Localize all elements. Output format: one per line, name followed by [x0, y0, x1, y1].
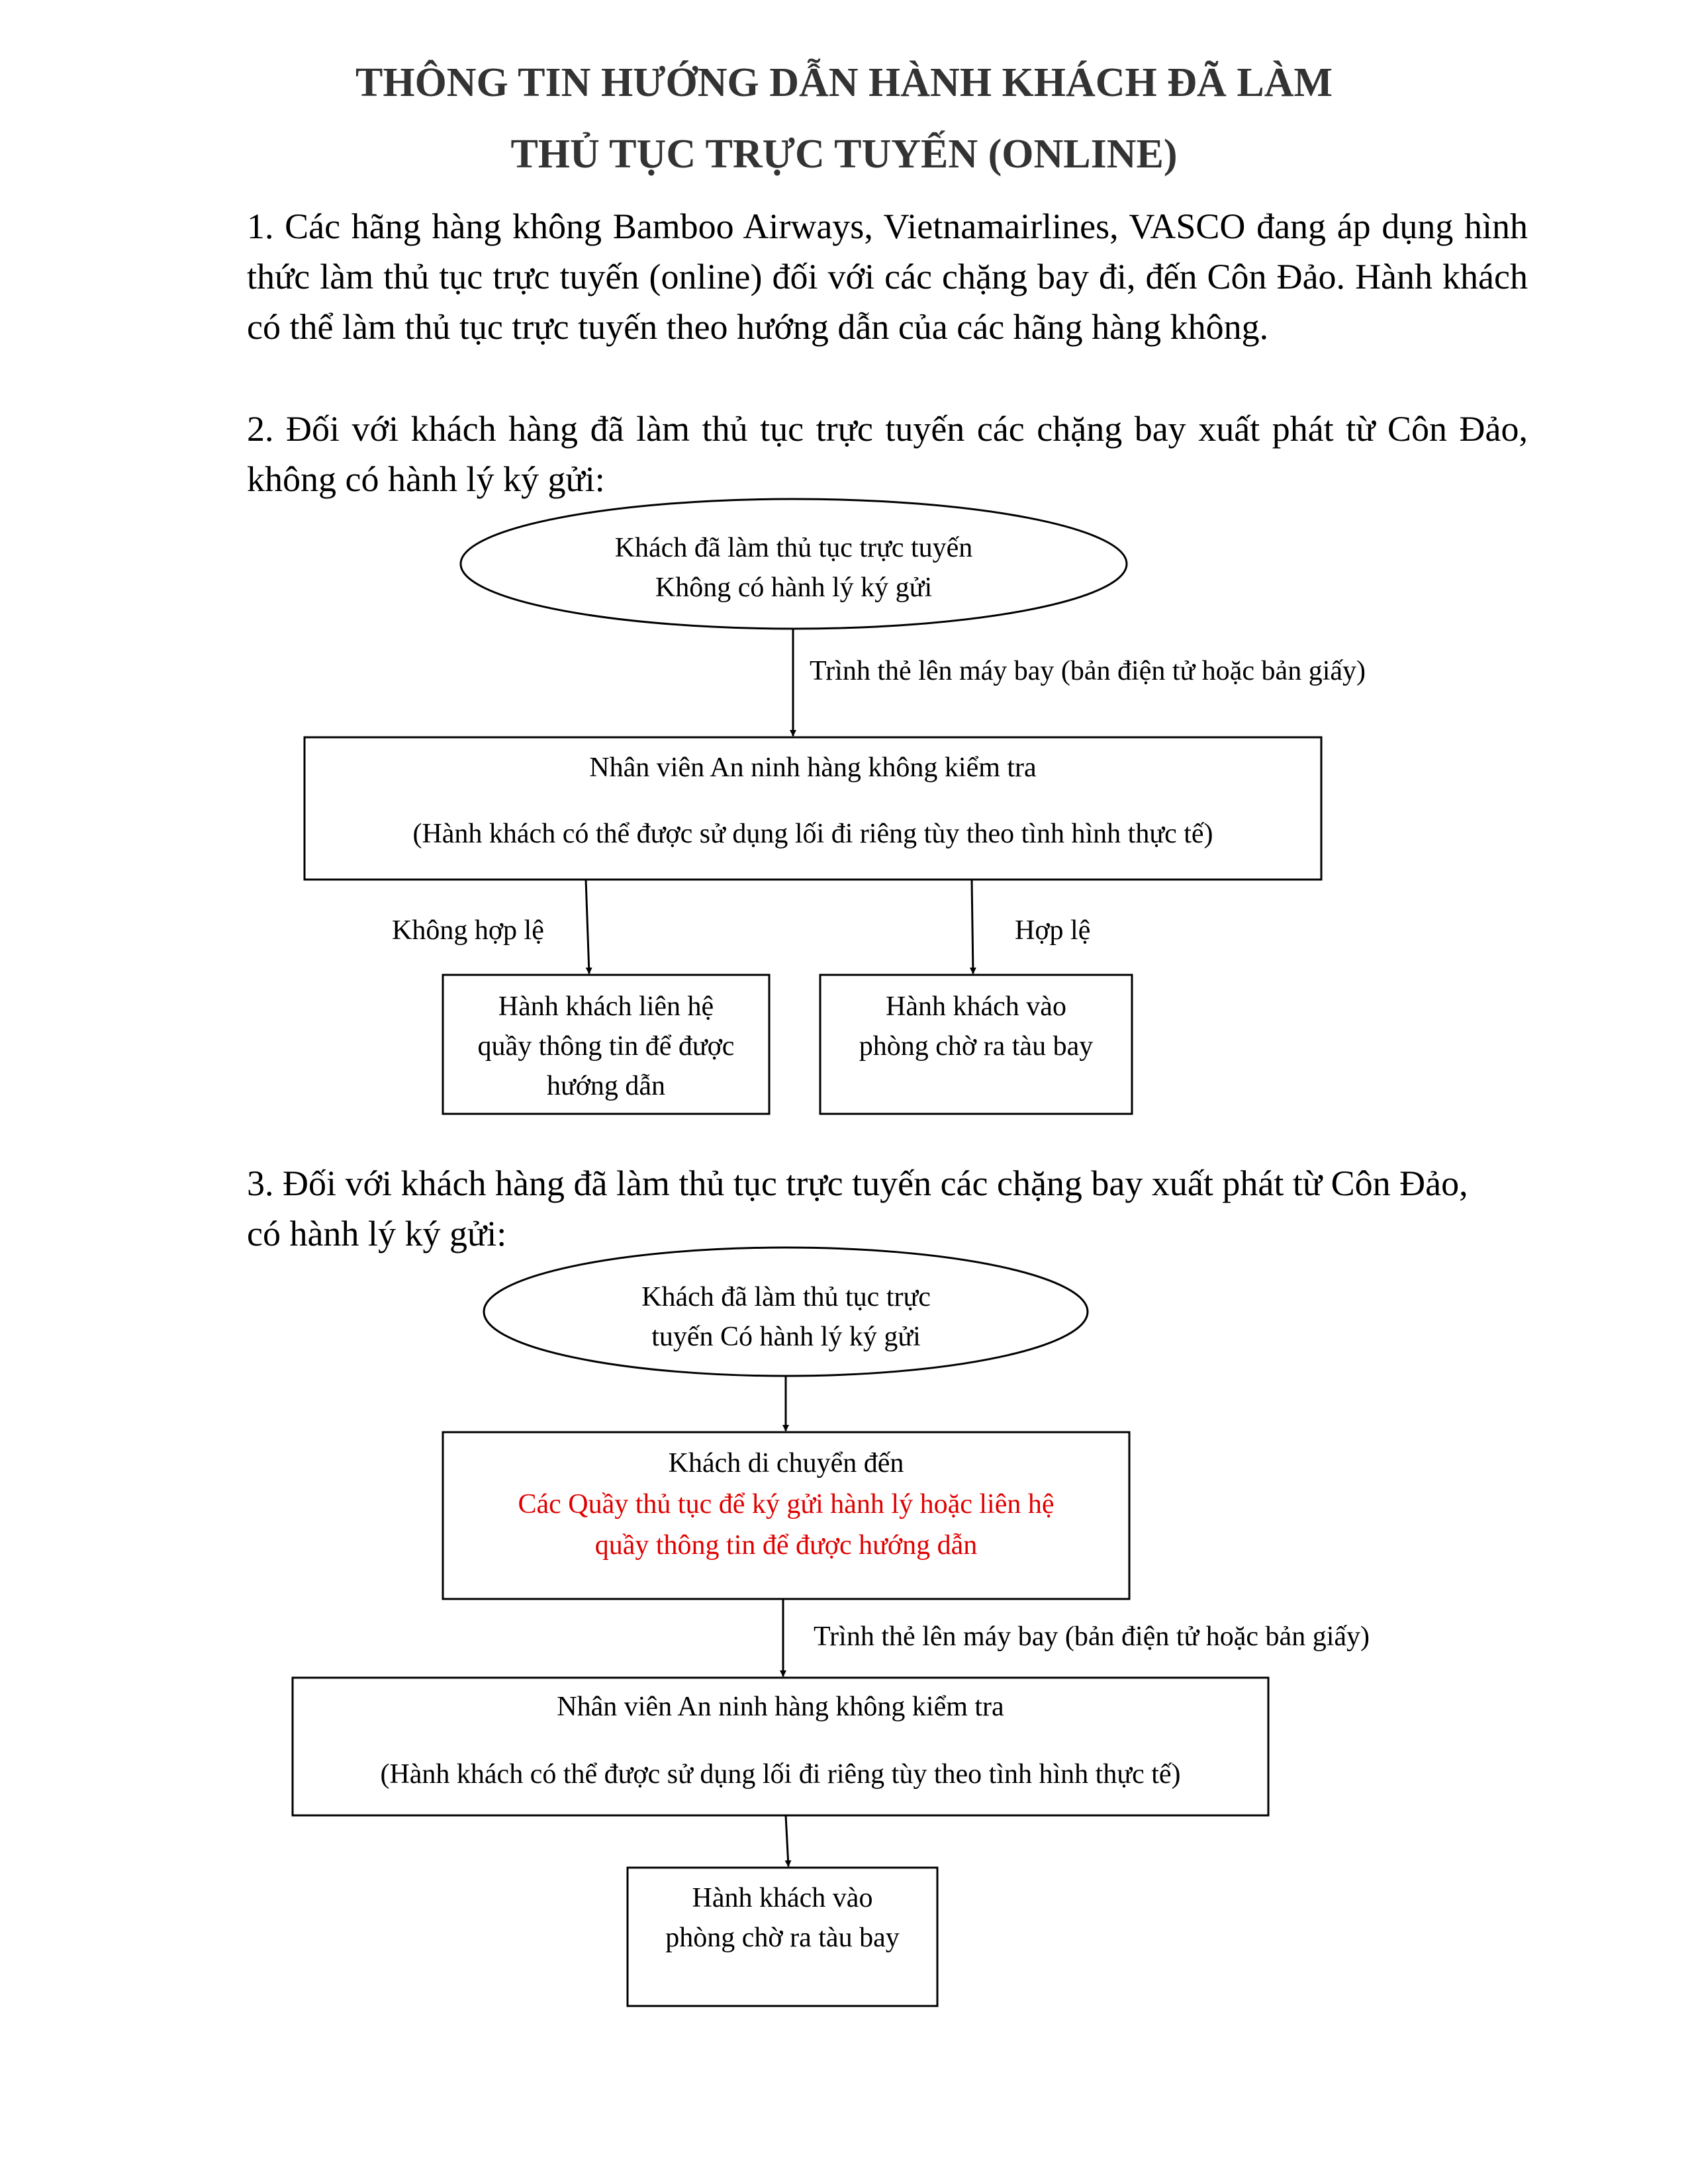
- flow2-security-line2: (Hành khách có thể được sử dụng lối đi riêng tùy theo tình hình thực tế): [380, 1759, 1181, 1790]
- flow2-start-line2: tuyến Có hành lý ký gửi: [651, 1322, 921, 1352]
- arrow: [786, 1815, 788, 1866]
- flow2-security-line1: Nhân viên An ninh hàng không kiểm tra: [557, 1692, 1004, 1722]
- flow2-end-line2: phòng chờ ra tàu bay: [665, 1923, 900, 1953]
- page-title-line2: THỦ TỤC TRỰC TUYẾN (ONLINE): [510, 132, 1178, 177]
- flow2-move-line2: Các Quầy thủ tục để ký gửi hành lý hoặc liên hệ: [518, 1489, 1055, 1520]
- section-1-text: 1. Các hãng hàng không Bamboo Airways, Vietnamairlines, VASCO đang áp dụng hình thức làm thủ tục trực tuyến (online) đối với các chặng bay đi, đến Côn Đảo. Hành khách có thể làm thủ tục trực tuyến theo hướng dẫn của các hãng hàng không.: [247, 206, 1528, 347]
- arrow: [972, 880, 973, 974]
- flow1-security-line1: Nhân viên An ninh hàng không kiểm tra: [589, 752, 1037, 783]
- section-3-text: 3. Đối với khách hàng đã làm thủ tục trực tuyến các chặng bay xuất phát từ Côn Đảo, có hành lý ký gửi:: [247, 1163, 1468, 1253]
- flow1-start-line2: Không có hành lý ký gửi: [655, 572, 933, 603]
- flow2-end-text: [628, 1878, 937, 1958]
- flow1-security-line2: (Hành khách có thể được sử dụng lối đi riêng tùy theo tình hình thực tế): [412, 819, 1213, 849]
- flow2-move-line3: quầy thông tin để được hướng dẫn: [594, 1530, 978, 1561]
- flow1-invalid-line3: hướng dẫn: [546, 1071, 666, 1101]
- arrow: [586, 880, 589, 974]
- flow1-invalid-line1: Hành khách liên hệ: [498, 991, 714, 1022]
- flow1-valid-line1: Hành khách vào: [886, 991, 1066, 1022]
- flow2-start-line1: Khách đã làm thủ tục trực: [641, 1282, 931, 1312]
- flow1-valid-line2: phòng chờ ra tàu bay: [859, 1031, 1094, 1062]
- flow1-valid-text: [820, 987, 1132, 1066]
- flow1-edge-valid-label: Hợp lệ: [1015, 915, 1091, 946]
- flow1-invalid-text: [443, 987, 769, 1106]
- page-title-line1: THÔNG TIN HƯỚNG DẪN HÀNH KHÁCH ĐÃ LÀM: [355, 60, 1333, 105]
- flow2-start-text: [484, 1277, 1088, 1357]
- flow1-start-text: [461, 528, 1127, 608]
- flow1-edge-invalid-label: Không hợp lệ: [392, 915, 544, 946]
- flow2-move-line1: Khách di chuyển đến: [668, 1448, 904, 1479]
- flow1-edge-present-label: Trình thẻ lên máy bay (bản điện tử hoặc bản giấy): [810, 656, 1366, 686]
- flow2-edge-present-label: Trình thẻ lên máy bay (bản điện tử hoặc bản giấy): [814, 1621, 1370, 1652]
- flow2-move-text: [443, 1443, 1129, 1566]
- flow1-start-line1: Khách đã làm thủ tục trực tuyến: [614, 533, 973, 563]
- flow1-invalid-line2: quầy thông tin để được: [477, 1031, 735, 1062]
- section-2-text: 2. Đối với khách hàng đã làm thủ tục trực tuyến các chặng bay xuất phát từ Côn Đảo, không có hành lý ký gửi:: [247, 409, 1528, 499]
- flow2-end-line1: Hành khách vào: [692, 1883, 873, 1913]
